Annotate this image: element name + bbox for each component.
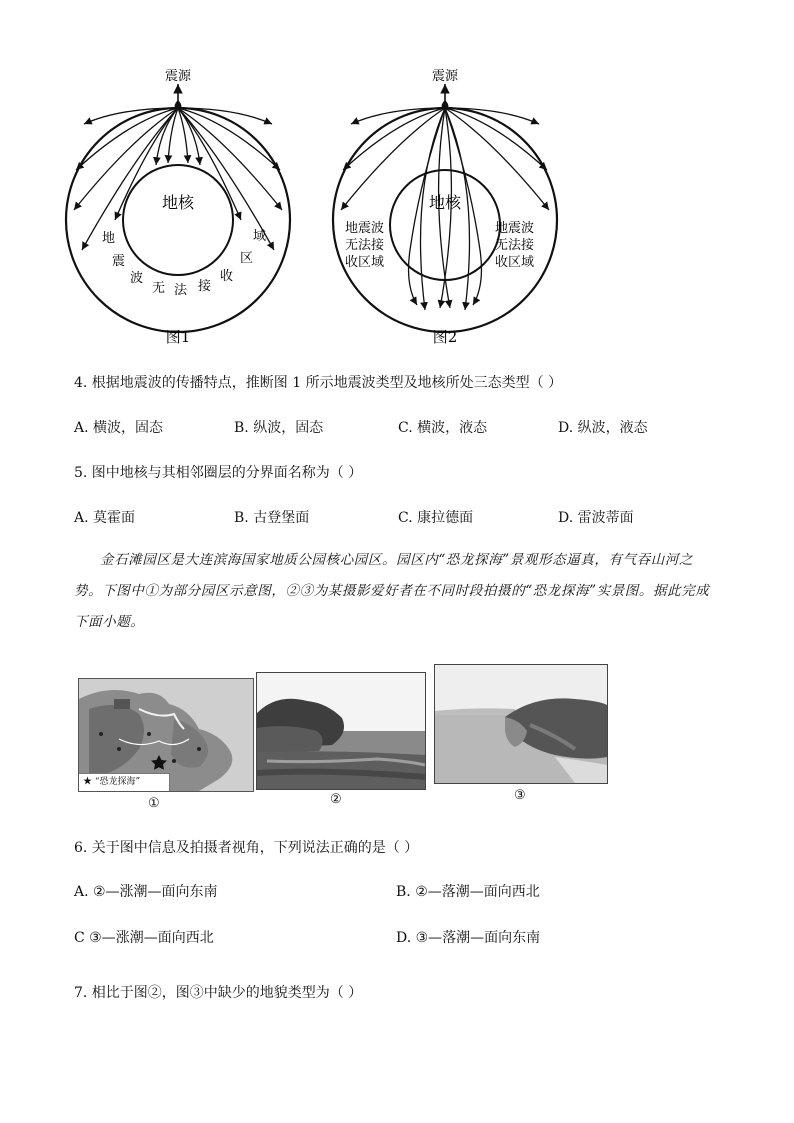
question-5-stem: 5. 图中地核与其相邻圈层的分界面名称为（ ） (74, 465, 363, 481)
photo-caption-2: ② (330, 792, 342, 807)
photo-2 (256, 672, 426, 790)
photo-caption-1: ① (148, 796, 160, 811)
question-4-stem: 4. 根据地震波的传播特点，推断图 1 所示地震波类型及地核所处三态类型（ ） (74, 375, 563, 391)
figure-2 (325, 60, 565, 350)
question-5-option-d[interactable]: D. 雷波蒂面 (558, 510, 634, 526)
core-label: 地核 (161, 193, 195, 212)
passage-line: 金石滩园区是大连滨海国家地质公园核心园区。园区内“恐龙探海”景观形态逼真，有气吞山河之 (100, 552, 694, 568)
question-7-stem: 7. 相比于图②，图③中缺少的地貌类型为（ ） (74, 985, 363, 1001)
question-6-option-a[interactable]: A. ②—涨潮—面向东南 (74, 884, 218, 900)
photo-caption-3: ③ (514, 788, 526, 803)
question-6-option-c[interactable]: C ③—涨潮—面向西北 (74, 930, 214, 946)
park-map (78, 678, 254, 792)
passage (74, 545, 734, 638)
question-5-option-b[interactable]: B. 古登堡面 (234, 510, 310, 526)
left-zone-label: 地震波 (345, 221, 385, 236)
photo-3-image (435, 665, 607, 783)
map-legend-label: “恐龙探海” (94, 777, 141, 787)
question-4-option-a[interactable]: A. 横波，固态 (74, 420, 164, 436)
question-6-stem: 6. 关于图中信息及拍摄者视角，下列说法正确的是（ ） (74, 840, 419, 856)
shadow-char: 震 (112, 254, 126, 269)
figure-1-diagram (60, 60, 300, 350)
left-zone-label: 收区域 (345, 255, 385, 270)
source-label: 震源 (164, 69, 192, 84)
figure-2-diagram (325, 60, 565, 350)
shadow-char: 法 (174, 283, 188, 298)
shadow-char: 接 (198, 279, 212, 294)
photo-strip (78, 664, 608, 814)
left-zone-label: 无法接 (345, 238, 385, 253)
source-label: 震源 (431, 69, 459, 84)
question-5-option-c[interactable]: C. 康拉德面 (398, 510, 474, 526)
question-4-option-b[interactable]: B. 纵波，固态 (234, 420, 324, 436)
question-4-option-d[interactable]: D. 纵波，液态 (558, 420, 648, 436)
core-outline (123, 165, 233, 275)
figure-1-caption: 图1 (165, 328, 191, 346)
shadow-char: 域 (253, 229, 267, 244)
wave-rays (74, 108, 282, 250)
question-6-option-b[interactable]: B. ②—落潮—面向西北 (396, 884, 540, 900)
core-outline (390, 170, 500, 280)
figure-2-caption: 图2 (432, 328, 458, 346)
shadow-char: 收 (220, 269, 234, 284)
star-icon: ★ (83, 777, 93, 787)
photo-3 (434, 664, 608, 784)
right-zone-label: 地震波 (495, 221, 535, 236)
core-label: 地核 (428, 193, 462, 212)
figure-1 (60, 60, 300, 350)
shadow-char: 地 (102, 231, 116, 246)
shadow-char: 波 (130, 271, 144, 286)
right-zone-label: 收区域 (495, 255, 535, 270)
question-5-option-a[interactable]: A. 莫霍面 (74, 510, 136, 526)
shadow-char: 无 (152, 281, 166, 296)
map-legend (79, 773, 170, 791)
earth-outline (333, 108, 557, 332)
question-4-option-c[interactable]: C. 横波，液态 (398, 420, 488, 436)
shadow-char: 区 (240, 251, 254, 266)
passage-line: 势。下图中①为部分园区示意图，②③为某摄影爱好者在不同时段拍摄的“恐龙探海”实景图。据此完成 (74, 583, 710, 599)
question-6-option-d[interactable]: D. ③—落潮—面向东南 (396, 930, 541, 946)
right-zone-label: 无法接 (495, 238, 535, 253)
photo-2-image (257, 673, 425, 789)
passage-line: 下面小题。 (74, 614, 145, 630)
